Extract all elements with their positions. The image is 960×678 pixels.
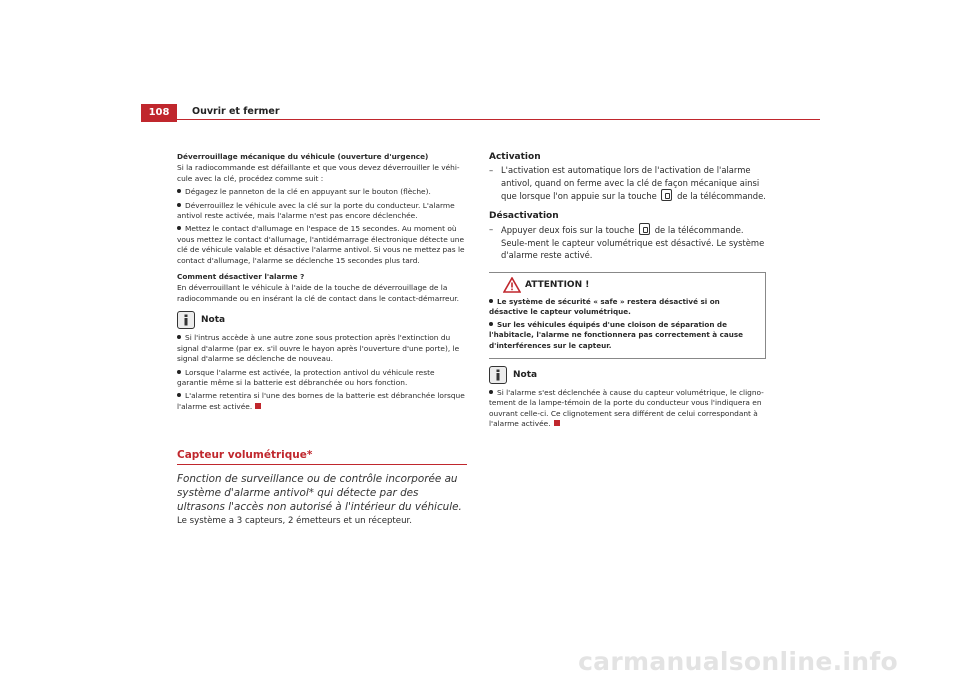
list-item: L'alarme retentira si l'une des bornes de la batterie est débranchée lorsque l'alarme est activée. <box>177 391 465 411</box>
nota-label: Nota <box>201 315 226 326</box>
paragraph: En déverrouillant le véhicule à l'aide de la touche de déverrouillage de la radiocommande ou en insérant la clé de contact dans le contact-démarreur. <box>177 283 459 303</box>
heading-activation: Activation <box>489 152 541 162</box>
list-item: Dégagez le panneton de la clé en appuyant sur le bouton (flèche). <box>177 187 467 197</box>
bullet-icon <box>177 393 181 397</box>
lock-key-icon <box>639 223 650 235</box>
warning-triangle-icon <box>503 277 521 293</box>
section-heading-disable-alarm: Comment désactiver l'alarme ? <box>177 272 305 282</box>
section-title-capteur: Capteur volumétrique* <box>177 450 467 464</box>
bullet-icon <box>489 299 493 303</box>
section-heading-mechanical-unlock: Déverrouillage mécanique du véhicule (ouverture d'urgence) <box>177 152 429 161</box>
section-end-marker-icon <box>255 403 261 409</box>
page-header-title: Ouvrir et fermer <box>192 106 280 117</box>
list-item: Si l'alarme s'est déclenchée à cause du capteur volumétrique, le cligno-tement de la lampe-témoin de la porte du conducteur vous l'indiquera en ouvrant celle-ci. Ce clignotement sera différent de celui correspondant à l'alarme activée. <box>489 387 764 429</box>
paragraph: Le système a 3 capteurs, 2 émetteurs et un récepteur. <box>177 515 413 526</box>
dash-item: – L'activation est automatique lors de l'activation de l'alarme antivol, quand on ferme avec la clé de façon mécanique ainsi que lorsque l'on appuie sur la touche de la télécommande. <box>489 165 766 202</box>
attention-box <box>489 272 766 359</box>
page-number: 108 <box>141 104 177 122</box>
heading-desactivation: Désactivation <box>489 210 559 221</box>
list-item: Mettez le contact d'allumage en l'espace de 15 secondes. Au moment où vous mettez le contact d'allumage, l'antidémarrage électronique détecte une clé de véhicule valable et désactive l'alarme antivol. Si vous ne mettez pas le contact d'allumage, l'alarme se déclenche 15 secondes plus tard. <box>177 224 465 265</box>
bullet-icon <box>489 322 493 326</box>
section-intro: Fonction de surveillance ou de contrôle incorporée au système d'alarme antivol* qui détecte par des ultrasons l'accès non autorisé à l'intérieur du véhicule. <box>177 472 462 513</box>
left-column <box>177 152 467 526</box>
nota-label: Nota <box>513 369 538 380</box>
bullet-icon <box>177 203 181 207</box>
list-item: Lorsque l'alarme est activée, la protection antivol du véhicule reste garantie même si la batterie est débranchée ou hors fonction. <box>177 367 435 387</box>
attention-heading <box>503 277 765 293</box>
dash-marker: – <box>489 224 494 235</box>
dash-item: – Appuyer deux fois sur la touche de la télécommande. Seule-ment le capteur volumétrique est désactivé. Le système d'alarme reste activé. <box>489 224 765 261</box>
list-item: Déverrouillez le véhicule avec la clé sur la porte du conducteur. L'alarme antivol reste activée, mais l'alarme n'est pas encore déclenchée. <box>177 200 455 221</box>
bullet-icon <box>177 335 181 339</box>
attention-item: Le système de sécurité « safe » restera désactivé si on désactive le capteur volumétrique. <box>489 296 720 317</box>
watermark: carmanualsonline.info <box>578 647 898 676</box>
bullet-icon <box>177 189 181 193</box>
nota-info-icon <box>489 366 507 384</box>
dash-marker: – <box>489 165 494 176</box>
lock-key-icon <box>661 189 672 201</box>
bullet-icon <box>177 226 181 230</box>
attention-label: ATTENTION ! <box>525 279 590 290</box>
section-end-marker-icon <box>554 420 560 426</box>
nota-info-icon <box>177 311 195 329</box>
right-column <box>489 152 766 432</box>
paragraph: Si la radiocommande est défaillante et que vous devez déverrouiller le véhi-cule avec la clé, procédez comme suit : <box>177 163 460 183</box>
header-divider <box>141 119 820 120</box>
nota-heading <box>489 366 766 384</box>
bullet-icon <box>489 390 493 394</box>
bullet-icon <box>177 370 181 374</box>
list-item: Si l'intrus accède à une autre zone sous protection après l'extinction du signal d'alarme (par ex. s'il ouvre le hayon après l'ouverture d'une porte), le signal d'alarme se déclenche de nouveau. <box>177 333 460 364</box>
nota-heading <box>177 311 467 329</box>
attention-item: Sur les véhicules équipés d'une cloison de séparation de l'habitacle, l'alarme ne fonctionnera pas correctement à cause d'interférences sur le capteur. <box>489 320 744 350</box>
